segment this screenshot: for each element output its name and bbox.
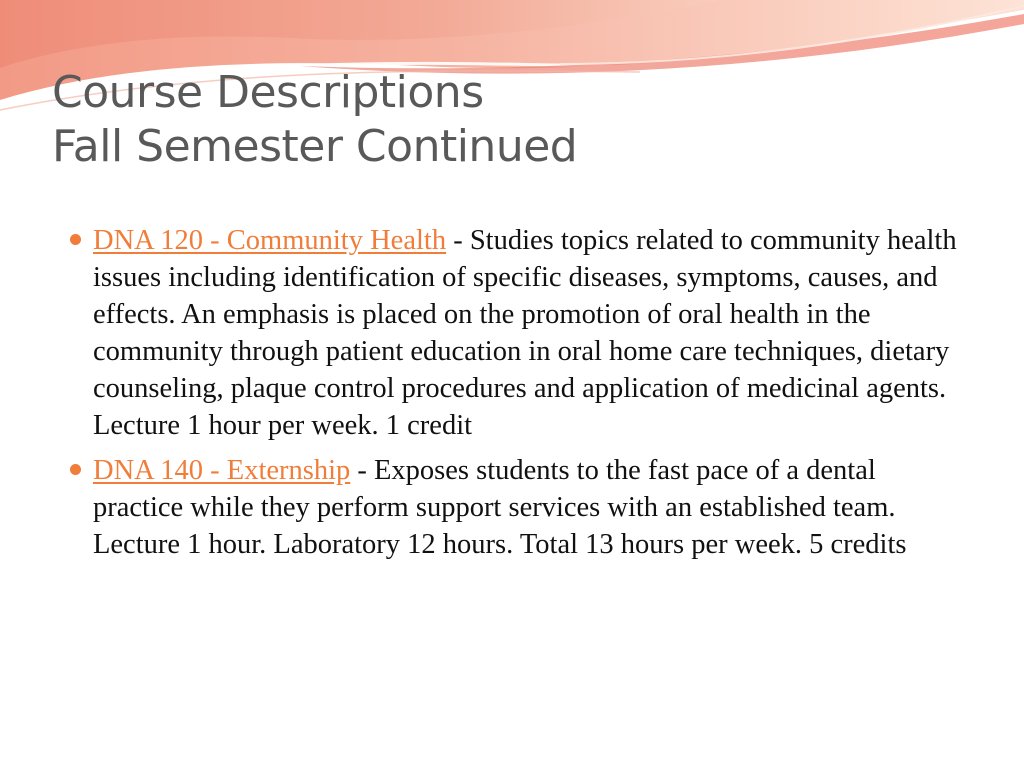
title-line-2: Fall Semester Continued (52, 121, 578, 172)
slide-title (52, 66, 577, 174)
course-link-dna-120[interactable]: DNA 120 - Community Health (93, 225, 447, 256)
course-link-dna-140[interactable]: DNA 140 - Externship (93, 455, 351, 486)
bullet-dot-icon (70, 234, 81, 245)
bullet-list (70, 222, 970, 571)
course-description: - Exposes students to the fast pace of a dental practice while they perform support services with an established team. Lecture 1 hour. Laboratory 12 hours. Total 13 hours per week. 5 credits (93, 455, 907, 560)
title-line-1: Course Descriptions (52, 67, 484, 118)
bullet-dot-icon (70, 464, 81, 475)
course-description: - Studies topics related to community health issues including identification of specific diseases, symptoms, causes, and effects. An emphasis is placed on the promotion of oral health in the community through patient education in oral home care techniques, dietary counseling, plaque control procedures and application of medicinal agents. Lecture 1 hour per week. 1 credit (93, 225, 957, 441)
list-item (70, 222, 970, 444)
list-item (70, 452, 970, 563)
